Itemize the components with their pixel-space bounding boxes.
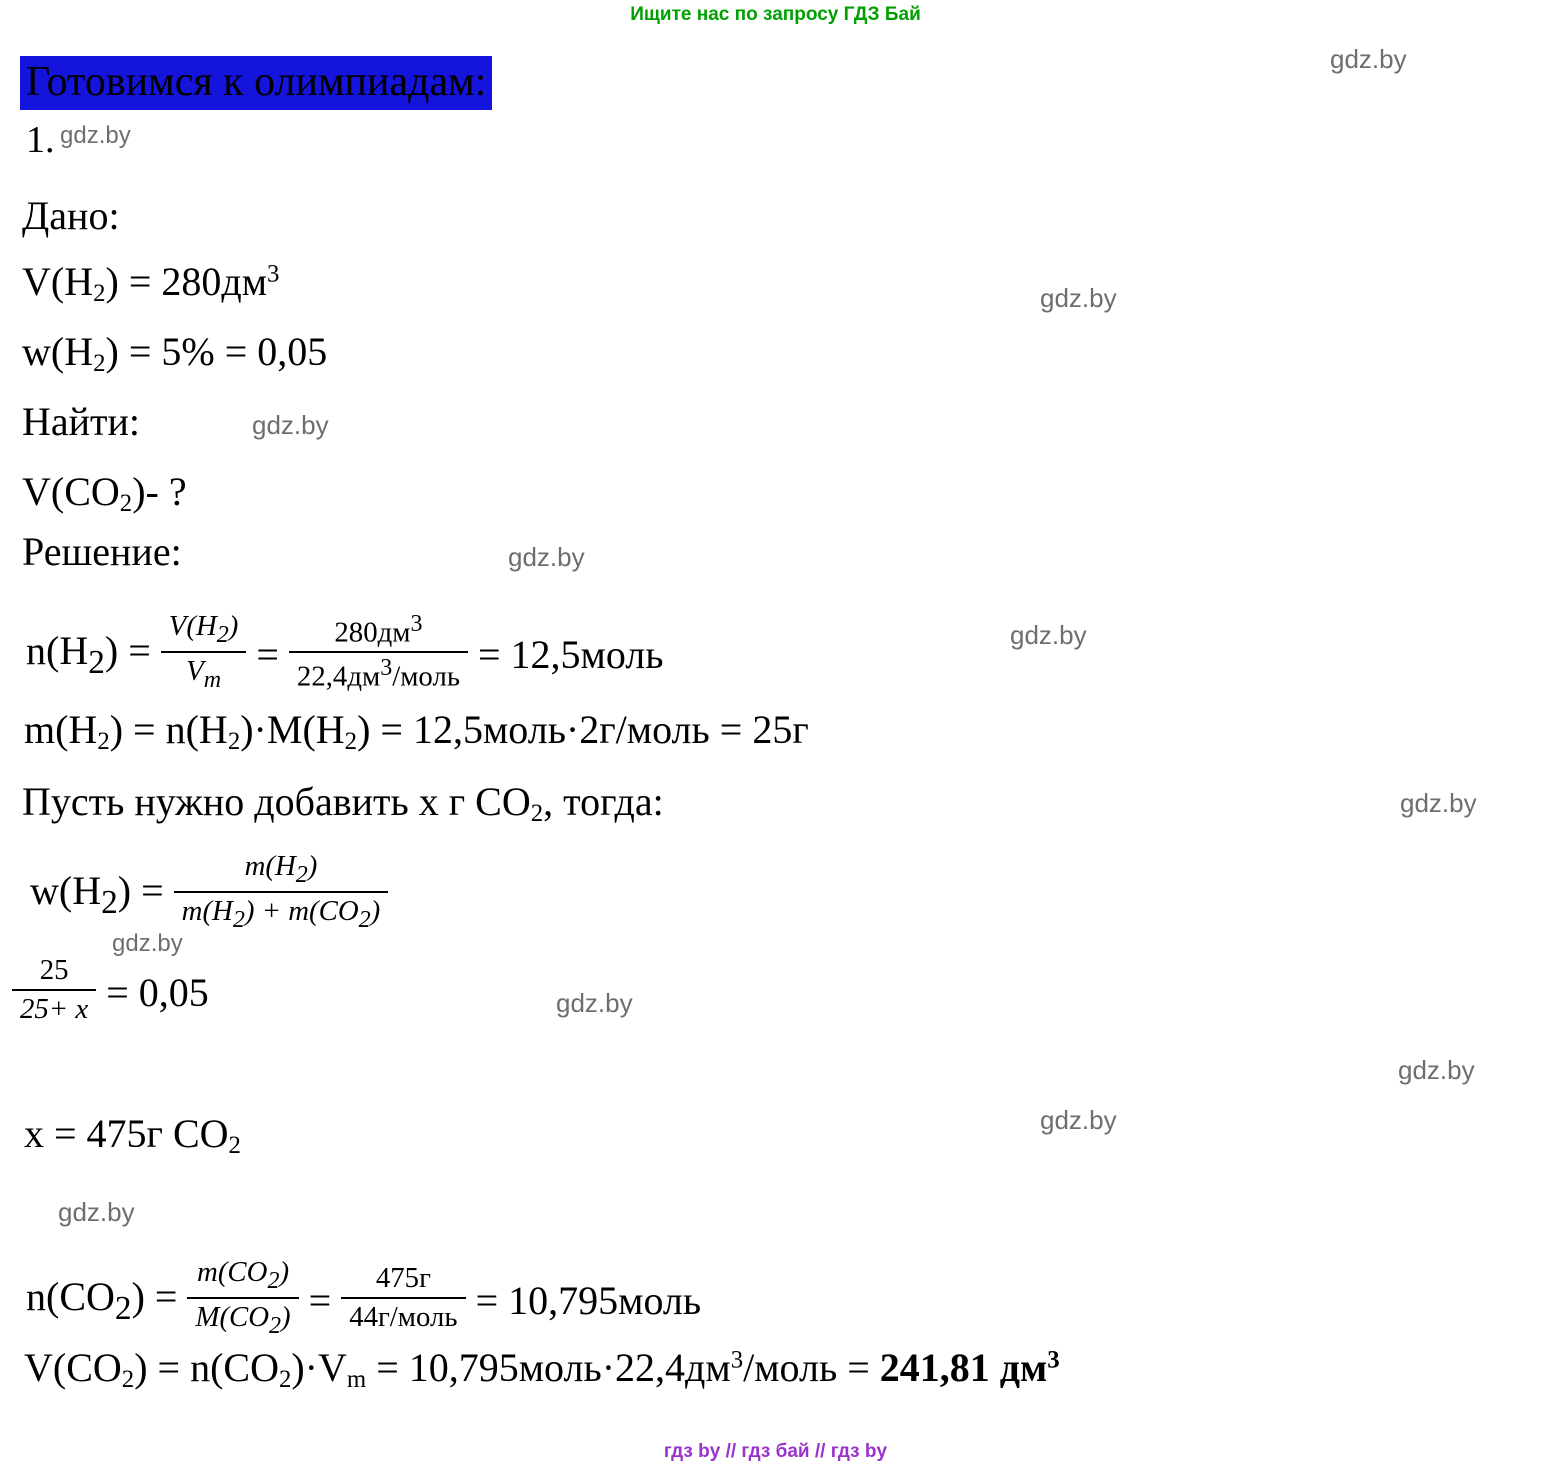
watermark: gdz.by — [1330, 44, 1407, 74]
final-answer: 241,81 $дм^3$ — [879, 1345, 1060, 1390]
fraction-denominator: 44г/моль — [349, 1301, 458, 1334]
fraction-25-over-25-plus-x — [12, 954, 96, 1026]
fraction-denominator: $M(CO_2)$ — [195, 1301, 291, 1340]
equation-n-h2-lhs: $n(H_2)$ = — [26, 627, 151, 681]
fraction-numerator: $m(CO_2)$ — [187, 1256, 298, 1299]
given-item-massfraction: $w(H_2) = 5\% = 0,05$ — [22, 329, 328, 378]
fraction-denominator: $m(H_2) + m(CO_2)$ — [181, 895, 381, 934]
equation-n-h2-result: 12,5моль — [510, 631, 664, 677]
fraction-m-over-M — [187, 1256, 298, 1341]
top-promo-text: Ищите нас по запросу ГДЗ Бай — [630, 4, 921, 25]
result-x-value: x = 475г $CO_2$ — [24, 1111, 241, 1160]
watermark: gdz.by — [1040, 1105, 1117, 1135]
equation-n-h2 — [26, 612, 664, 697]
watermark: gdz.by — [556, 988, 633, 1018]
equation-n-co2 — [26, 1258, 701, 1343]
fraction-v-over-vm — [161, 610, 247, 695]
equation-solve-x — [12, 956, 209, 1028]
fraction-numerator: $280дм^3$ — [289, 611, 468, 654]
equation-solve-x-rhs: = 0,05 — [106, 969, 209, 1015]
fraction-denominator: 25+ x — [20, 993, 89, 1026]
watermark: gdz.by — [1040, 283, 1117, 313]
fraction-numerator: $m(H_2)$ — [174, 850, 389, 893]
watermark: gdz.by — [1398, 1055, 1475, 1085]
assumption-text: Пусть нужно добавить x г $CO_2$, тогда: — [22, 779, 664, 828]
given-label: Дано: — [22, 193, 120, 238]
fraction-denominator: $V_m$ — [186, 655, 222, 694]
page-title: Готовимся к олимпиадам: — [20, 56, 492, 110]
fraction-denominator: $22,4дм^3$/моль — [296, 655, 460, 693]
find-label: Найти: — [22, 399, 141, 444]
equals-sign: = — [256, 631, 279, 677]
equation-n-co2-lhs: $n(CO_2)$ = — [26, 1273, 178, 1327]
fraction-numerator: 25 — [12, 954, 96, 991]
watermark: gdz.by — [1400, 788, 1477, 818]
equals-sign: = — [475, 1277, 499, 1323]
fraction-475-over-44 — [341, 1262, 465, 1334]
watermark: gdz.by — [112, 930, 183, 957]
watermark: gdz.by — [60, 122, 131, 149]
bottom-promo-text: гдз by // гдз бай // гдз by — [663, 1441, 888, 1462]
watermark: gdz.by — [58, 1197, 135, 1227]
watermark: gdz.by — [252, 410, 329, 440]
equals-sign: = — [308, 1277, 332, 1323]
solution-label: Решение: — [22, 529, 182, 574]
fraction-mass-ratio — [174, 850, 389, 935]
watermark: gdz.by — [1010, 620, 1087, 650]
task-number: 1. — [26, 119, 55, 161]
find-value: $V(CO_2)-$ ? — [22, 469, 187, 518]
equation-m-h2: $m(H_2) = n(H_2)\cdot M(H_2)$ = 12,5моль·2г/моль = 25г — [24, 707, 809, 756]
fraction-numerator: $V(H_2)$ — [161, 610, 247, 653]
fraction-280-over-224 — [289, 611, 468, 694]
fraction-numerator: 475г — [341, 1262, 465, 1299]
equation-w-h2 — [30, 852, 388, 937]
watermark: gdz.by — [508, 542, 585, 572]
given-item-volume: $V(H_2) = 280дм^3$ — [22, 259, 280, 308]
equation-w-h2-lhs: $w(H_2)$ = — [30, 867, 164, 921]
equation-v-co2: $V(CO_2) = n(CO_2)\cdot V_m$ = $10,795моль\cdot 22,4дм^3$/моль = 241,81 $дм^3$ — [24, 1345, 1060, 1394]
equals-sign: = — [477, 631, 501, 677]
equation-n-co2-result: 10,795моль — [508, 1277, 702, 1323]
